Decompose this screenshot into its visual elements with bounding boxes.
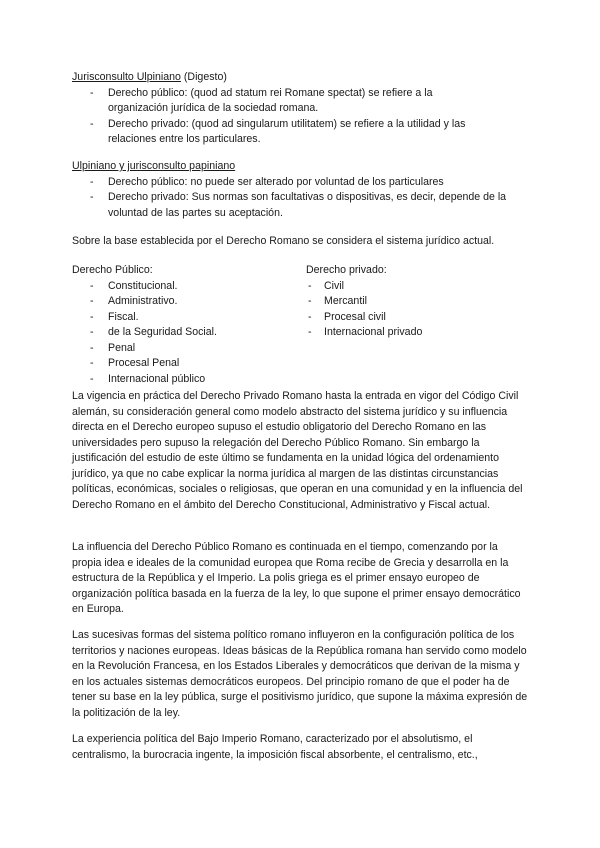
public-law-items xyxy=(72,279,292,388)
list-item: - de la Seguridad Social. xyxy=(72,325,292,341)
section-papiniano xyxy=(72,159,528,221)
paragraph-text: La experiencia política del Bajo Imperio Romano, caracterizado por el absolutismo, el centralismo, la burocracia ingente, la imposición fiscal absorbente, el centralismo, etc., xyxy=(72,733,478,761)
private-law-items xyxy=(306,279,506,341)
public-law-title: Derecho Público: xyxy=(72,264,153,276)
list-item: - Mercantil xyxy=(306,294,506,310)
list-item: - Internacional privado xyxy=(306,325,506,341)
intro-text: Sobre la base establecida por el Derecho Romano se considera el sistema jurídico actual. xyxy=(72,235,495,247)
list-item: - Fiscal. xyxy=(72,310,292,326)
body-paragraph-1 xyxy=(72,389,528,513)
intro-paragraph xyxy=(72,234,528,250)
body-paragraph-2 xyxy=(72,540,528,618)
paragraph-text: La vigencia en práctica del Derecho Privado Romano hasta la entrada en vigor del Código Civil alemán, su consideración general como modelo abstracto del sistema jurídico y su influencia directa en el Derecho europeo supuso el estudio obligatorio del Derecho Romano en las universidades pero supuso la relegación del Derecho Público Romano. Sin embargo la justificación del estudio de este último se fundamenta en la unidad lógica del ordenamiento jurídico, ya que no cabe explicar la norma jurídica al margen de las distintas circunstancias políticas, económicas, sociales o religiosas, que operan en una comunidad y en la influencia del Derecho Romano en el ámbito del Derecho Constitucional, Administrativo y Fiscal actual. xyxy=(72,390,523,511)
body-paragraph-3 xyxy=(72,628,528,721)
private-law-list xyxy=(306,263,506,341)
list-item: - Procesal civil xyxy=(306,310,506,326)
list-item: - Internacional público xyxy=(72,372,292,388)
public-law-list xyxy=(72,263,292,387)
section-heading-underlined: Jurisconsulto Ulpiniano xyxy=(72,71,181,83)
list-item: - Procesal Penal xyxy=(72,356,292,372)
section-heading-rest: (Digesto) xyxy=(180,71,227,83)
section-heading-underlined: Ulpiniano y jurisconsulto papiniano xyxy=(72,160,236,172)
list-item: - Derecho público: (quod ad statum rei Romane spectat) se refiere a la organización jurídica de la sociedad romana. xyxy=(72,86,492,117)
section-heading xyxy=(72,70,528,86)
list-item: - Derecho privado: (quod ad singularum utilitatem) se refiere a la utilidad y las relaciones entre los particulares. xyxy=(72,117,492,148)
body-paragraph-4 xyxy=(72,732,528,763)
definition-list xyxy=(72,175,528,222)
definition-list xyxy=(72,86,492,148)
list-item: - Civil xyxy=(306,279,506,295)
paragraph-text: Las sucesivas formas del sistema político romano influyeron en la configuración política de los territorios y naciones europeas. Ideas básicas de la República romana han servido como modelo en la Revolución Francesa, en los Estados Liberales y democráticos que derivan de la misma y en los actuales sistemas democráticos europeos. Del principio romano de que el poder ha de tener su base en la ley pública, surge el positivismo jurídico, que supone la máxima expresión de la politización de la ley. xyxy=(72,629,528,719)
list-item: - Derecho privado: Sus normas son facultativas o dispositivas, es decir, depende de la voluntad de las partes su aceptación. xyxy=(72,190,528,221)
section-heading xyxy=(72,159,528,175)
list-item: - Constitucional. xyxy=(72,279,292,295)
list-item: - Derecho público: no puede ser alterado por voluntad de los particulares xyxy=(72,175,528,191)
private-law-title: Derecho privado: xyxy=(306,264,387,276)
section-ulpiniano xyxy=(72,70,528,148)
paragraph-text: La influencia del Derecho Público Romano es continuada en el tiempo, comenzando por la propia idea e ideales de la comunidad europea que Roma recibe de Grecia y desarrolla en la estructura de la República y el Imperio. La polis griega es el primer ensayo europeo de organización política basada en la fuerza de la ley, lo que supone el primer ensayo democrático en Europa. xyxy=(72,541,521,615)
list-item: - Administrativo. xyxy=(72,294,292,310)
list-item: - Penal xyxy=(72,341,292,357)
